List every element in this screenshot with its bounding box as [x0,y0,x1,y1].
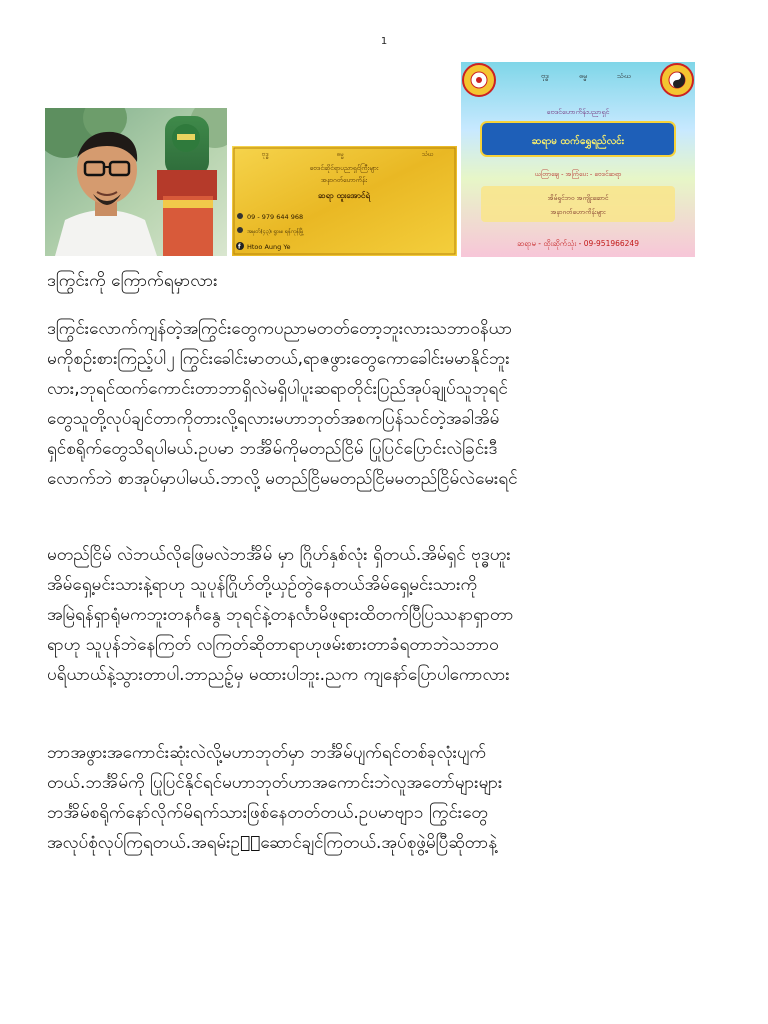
paragraph-line: တယ်.ဘင်္အိမ်ကို ပြုပြင်နိုင်ရင်မဟာဘုတ်ဟာအကောင်းဘဲလူအတော်များများ [47,773,503,793]
card1-phone: 09 - 979 644 968 [247,213,304,221]
card2-label-buddha: ဗုဒ္ဓ [541,72,549,80]
paragraph-line: ဘာအဖွားအကောင်းဆုံးလဲလို့မဟာဘုတ်မှာ ဘင်္အိမ်ပျက်ရင်တစ်ခုလုံးပျက် [47,743,487,763]
paragraph-3 [47,738,727,858]
card1-label-buddha: ဗုဒ္ဓ [262,151,269,158]
card1-address: အမှတ်(၄၃)၊ ရွာမ၊ ရန်ကုန်မြို့ [247,229,304,235]
card2-subtitle: ဗေဒင်ဟောကိန်းပညာရှင် [546,108,610,116]
paragraph-line: ရာဟု သူပုန်ဘဲနေကြတ် လကြတ်ဆိုတာရာဟုဖမ်းစားတာခံရတာဘဲသဘာဝ [47,635,499,655]
paragraph-line: ဒကြွင်းလောက်ကျန်တဲ့အကြွင်းတွေကပညာမတတ်တော့ဘူးလားသဘာဝနိယာ [47,319,513,339]
card1-facebook: Htoo Aung Ye [247,243,291,251]
heading-line [47,266,727,296]
paragraph-line: လား,ဘုရင်ထက်ကောင်းတာဘာရှိလဲမရှိပါပူးဆရာတိုင်းပြည်အုပ်ချုပ်သူဘုရင် [47,379,508,399]
article-heading: ဒကြွင်းကို ကြောက်ရမှာလား [47,271,218,291]
author-photo [45,108,227,256]
paragraph-line: အမြဲရန်ရှာရုံမကဘူးတနင်္ဂနွေ ဘုရင်နဲ့တနင်္လာမိဖုရားထိတက်ပြီပြဿနာရှာတာ [47,605,514,625]
paragraph-line: ရှင်စရိုက်တွေသိရပါမယ်.ဥပမာ ဘင်္အိမ်ကိုမတည်ငြိမ် ပြုပြင်ပြောင်းလဲခြင်းဒီ [47,439,498,459]
card2-line1: ယတြာချေ - အကြံပေး - ဗေဒင်ဆရာ [534,170,622,178]
card1-line1: ဗေဒင်ဆိုင်ရာပညာရှင်ကြီးများ [309,164,379,172]
zodiac-wheel-left-icon [463,64,495,96]
card2-label-sangha: သံဃ [617,72,631,80]
card1-name: ဆရာ ထူးအောင်ရဲ [318,191,370,200]
paragraph-line: ဘင်္အိမ်စရိုက်နော်လိုက်မိရက်သားဖြစ်နေတတ်တယ်.ဥပမာဗျာ၁ ကြွင်းတွေ [47,803,488,823]
card2-line3: အနာဂတ်ဟောကိန်းများ [550,208,606,216]
paragraph-line: အိမ်ရှေ့မင်းသားနဲ့ရာဟု သူပုန်ဂြိုဟ်တို့ယှဉ်တွဲနေတယ်အိမ်ရှေ့မင်းသားကို [47,575,478,595]
card2-phone: ဆရာမ - ထိုးဆိုက်သုံး - 09-951966249 [517,239,639,248]
paragraph-line: မတည်ငြိမ် လဲဘယ်လိုဖြေမလဲဘင်္အိမ် မှာ ဂြိုဟ်နှစ်လုံး ရှိတယ်.အိမ်ရှင် ဗုဒ္ဓဟူး [47,545,511,565]
phone-icon [237,213,243,219]
location-icon [237,227,243,233]
card2-line2: အိမ်ရှင်ဘဝ အကျိုးဆောင် [547,194,609,202]
paragraph-line: အလုပ်စုံလုပ်ကြရတယ်.အရမ်းဥ₿းဆောင်ချင်ကြတယ်.အုပ်စုဖွဲ့မိပြီဆိုတာနဲ့ [47,833,498,853]
paragraph-line: မကိုစဉ်းစားကြည့်ပါ၂ ကြွင်းခေါင်းမာတယ်,ရာဇဖွားတွေကောခေါင်းမမာနိုင်ဘူး [47,349,510,369]
paragraph-line: ပရိယာယ်နဲ့သွားတာပါ.ဘာညဉ့်မှ မထားပါဘူး.ညက ကျနော်ပြောပါကောလား [47,665,510,685]
card1-line2: အနာဂတ်ဟောကိန်း [321,176,367,184]
business-card-fortune-teller [461,62,695,257]
paragraph-2 [47,540,727,690]
paragraph-line: လောက်ဘဲ စာအုပ်မှာပါမယ်.ဘာလို့ မတည်ငြိမမတည်ငြိမမတည်ငြိမ်လဲမေးရင် [47,469,518,489]
zodiac-wheel-right-icon [661,64,693,96]
business-card-astrologer [232,146,457,256]
card2-name: ဆရာမ ထက်ရွှေရည်လင်း [531,136,625,147]
page-number: 1 [380,36,388,47]
card2-label-dhamma: ဓမ္မ [579,72,587,80]
paragraph-1 [47,314,727,494]
card1-label-dhamma: ဓမ္မ [337,151,344,158]
card1-label-sangha: သံဃ [422,151,434,158]
paragraph-line: တွေသူတို့လုပ်ချင်တာကိုတားလို့ရလားမဟာဘုတ်အစကပြန်သင်တဲ့အခါအိမ် [47,409,500,429]
svg-text:f: f [238,243,241,251]
